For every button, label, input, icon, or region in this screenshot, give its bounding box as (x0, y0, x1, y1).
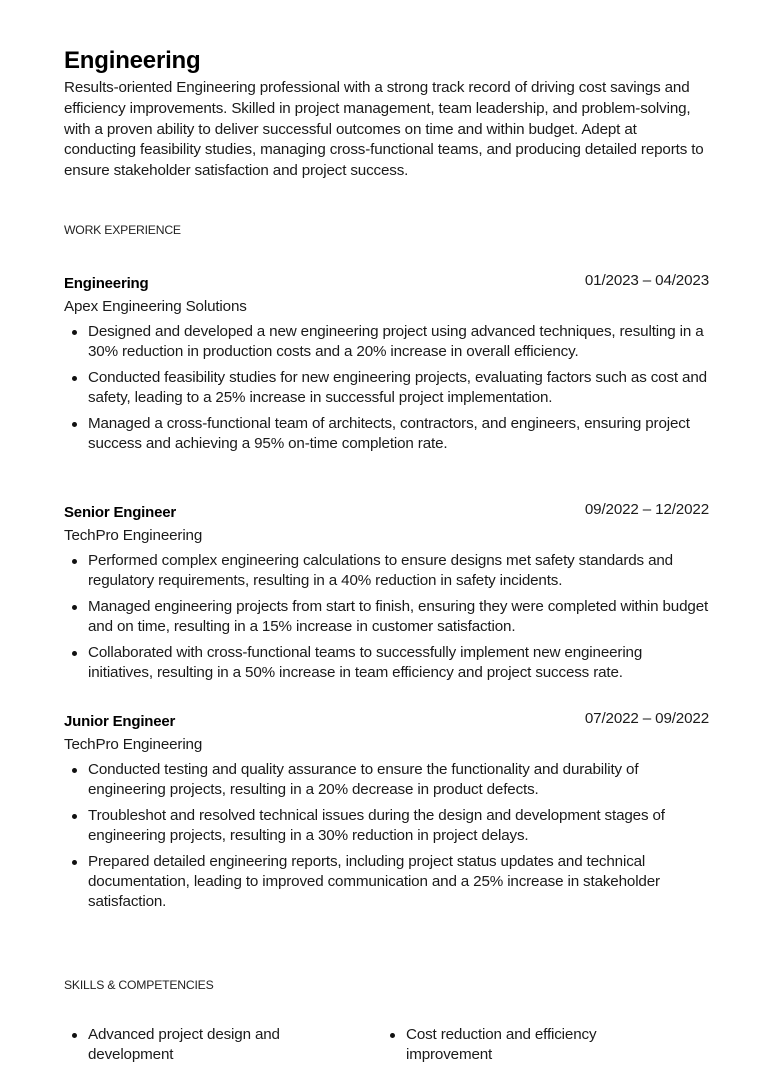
bullet-text: Conducted feasibility studies for new engineering projects, evaluating factors such as cost and safety, leading to a 25% increase in successful project implementation. (88, 369, 707, 406)
bullet-icon (72, 330, 77, 335)
job-title: Engineering (64, 275, 149, 292)
bullet-icon (72, 605, 77, 610)
bullet-icon (390, 1033, 395, 1038)
list-item (64, 322, 709, 361)
bullet-text: Prepared detailed engineering reports, including project status updates and technical documentation, leading to improved communication and a 25% increase in stakeholder satisfaction. (88, 853, 660, 910)
job-bullets (64, 760, 709, 918)
bullet-icon (72, 559, 77, 564)
bullet-icon (72, 1033, 77, 1038)
list-item (64, 852, 709, 911)
job-bullets (64, 551, 709, 690)
bullet-icon (72, 814, 77, 819)
bullet-icon (72, 376, 77, 381)
skill-item (64, 1025, 382, 1064)
job-title: Junior Engineer (64, 713, 176, 730)
job-title: Senior Engineer (64, 504, 177, 521)
job-bullets (64, 322, 709, 461)
bullet-icon (72, 768, 77, 773)
resume-title: Engineering (64, 47, 201, 74)
bullet-text: Collaborated with cross-functional teams to successfully implement new engineering initiatives, resulting in a 50% increase in team efficiency and project success rate. (88, 644, 643, 681)
list-item (64, 643, 709, 682)
list-item (64, 597, 709, 636)
job-dates: 01/2023 – 04/2023 (584, 272, 709, 289)
skill-item (382, 1025, 700, 1064)
bullet-icon (72, 651, 77, 656)
bullet-icon (72, 860, 77, 865)
skills-heading: SKILLS & COMPETENCIES (64, 978, 214, 992)
bullet-text: Conducted testing and quality assurance to ensure the functionality and durability of engineering projects, resulting in a 20% decrease in product defects. (88, 761, 639, 798)
bullet-text: Troubleshot and resolved technical issues during the design and development stages of engineering projects, resulting in a 30% reduction in project delays. (88, 807, 665, 844)
list-item (64, 414, 709, 453)
bullet-text: Designed and developed a new engineering project using advanced techniques, resulting in a 30% reduction in production costs and a 20% increase in overall efficiency. (88, 323, 704, 360)
skills-list (64, 1025, 709, 1064)
bullet-text: Managed a cross-functional team of architects, contractors, and engineers, ensuring project success and achieving a 95% on-time completion rate. (88, 415, 690, 452)
job-company: TechPro Engineering (64, 736, 203, 753)
job-company: Apex Engineering Solutions (64, 298, 247, 315)
job-company: TechPro Engineering (64, 527, 203, 544)
skill-text: Advanced project design and development (88, 1026, 280, 1063)
professional-summary: Results-oriented Engineering professional with a strong track record of driving cost savings and efficiency improvements. Skilled in project management, team leadership, and problem-solving, with a proven ability to deliver successful outcomes on time and within budget. Adept at conducting feasibility studies, managing cross-functional teams, and producing detailed reports to ensure stakeholder satisfaction and project success. (64, 79, 704, 180)
work-experience-heading: WORK EXPERIENCE (64, 223, 181, 237)
bullet-text: Performed complex engineering calculations to ensure designs met safety standards and regulatory requirements, resulting in a 40% reduction in safety incidents. (88, 552, 673, 589)
bullet-text: Managed engineering projects from start to finish, ensuring they were completed within budget and on time, resulting in a 15% increase in customer satisfaction. (88, 598, 709, 635)
skill-text: Cost reduction and efficiency improvement (406, 1026, 597, 1063)
job-dates: 09/2022 – 12/2022 (584, 501, 709, 518)
list-item (64, 551, 709, 590)
bullet-icon (72, 422, 77, 427)
list-item (64, 806, 709, 845)
job-dates: 07/2022 – 09/2022 (584, 710, 709, 727)
list-item (64, 368, 709, 407)
list-item (64, 760, 709, 799)
